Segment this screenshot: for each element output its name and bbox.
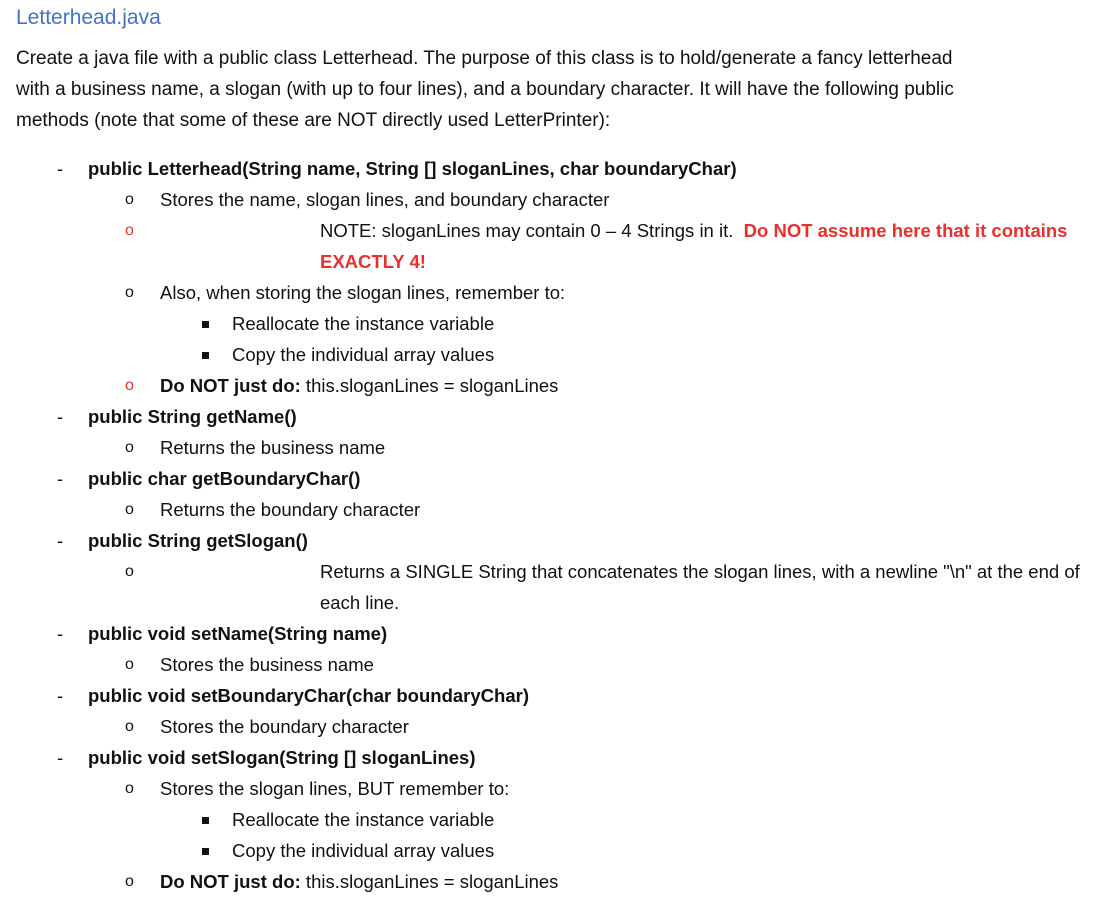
note-text: NOTE: sloganLines may contain 0 – 4 Strings in it. — [320, 220, 734, 241]
detail-item — [0, 773, 1006, 804]
method-item — [0, 153, 1006, 184]
sub-detail-item — [0, 804, 1006, 835]
sub-detail-item — [0, 308, 1006, 339]
method-list — [0, 153, 1080, 897]
intro-paragraph: Create a java file with a public class Letterhead. The purpose of this class is to hold/generate a fancy letterhead with a business name, a slogan (with up to four lines), and a boundary character. It will have the following public methods (note that some of these are NOT directly used LetterPrinter): — [16, 48, 954, 131]
method-signature: public void setBoundaryChar(char boundaryChar) — [88, 685, 529, 706]
circle-bullet: o — [125, 780, 134, 797]
dash-bullet: - — [57, 158, 64, 179]
donot-label: Do NOT just do: — [160, 375, 301, 396]
method-item — [0, 742, 1006, 773]
dash-bullet: - — [57, 747, 64, 768]
square-bullet — [202, 848, 209, 855]
square-bullet — [202, 352, 209, 359]
detail-item — [0, 649, 1006, 680]
method-signature: public String getName() — [88, 406, 297, 427]
circle-bullet: o — [125, 439, 134, 456]
circle-bullet: o — [125, 191, 134, 208]
circle-bullet: o — [125, 563, 134, 580]
dash-bullet: - — [57, 406, 64, 427]
detail-item — [0, 866, 1006, 897]
detail-item — [0, 370, 1006, 401]
method-signature: public String getSlogan() — [88, 530, 308, 551]
detail-item — [0, 215, 1068, 277]
warning-text: Do NOT assume here that it contains EXACTLY 4! — [320, 220, 1068, 272]
detail-text — [160, 370, 558, 401]
detail-text: Stores the name, slogan lines, and boundary character — [160, 189, 610, 210]
detail-text: Stores the slogan lines, BUT remember to: — [160, 778, 510, 799]
method-item — [0, 680, 1006, 711]
method-item — [0, 463, 1006, 494]
sub-detail-text: Copy the individual array values — [232, 840, 495, 861]
detail-text: Stores the boundary character — [160, 716, 409, 737]
detail-text: Returns the boundary character — [160, 499, 421, 520]
circle-bullet: o — [125, 873, 134, 890]
method-item — [0, 525, 1006, 556]
method-signature: public void setName(String name) — [88, 623, 388, 644]
method-signature: public char getBoundaryChar() — [88, 468, 361, 489]
detail-text: Returns a SINGLE String that concatenates the slogan lines, with a newline "\n" at the end of each line. — [320, 561, 1080, 613]
dash-bullet: - — [57, 530, 64, 551]
circle-bullet: o — [125, 222, 134, 239]
square-bullet — [202, 817, 209, 824]
detail-text — [160, 866, 558, 897]
circle-bullet: o — [125, 284, 134, 301]
detail-text — [320, 215, 1120, 277]
sub-detail-item — [0, 835, 1006, 866]
detail-item — [0, 432, 1006, 463]
method-item — [0, 618, 1006, 649]
square-bullet — [202, 321, 209, 328]
detail-item — [0, 184, 1006, 215]
donot-code: this.sloganLines = sloganLines — [300, 375, 559, 396]
document-title: Letterhead.java — [16, 6, 161, 29]
circle-bullet: o — [125, 718, 134, 735]
dash-bullet: - — [57, 468, 64, 489]
sub-detail-text: Reallocate the instance variable — [232, 809, 495, 830]
donot-label: Do NOT just do: — [160, 871, 301, 892]
detail-text: Returns the business name — [160, 437, 386, 458]
circle-bullet: o — [125, 377, 134, 394]
method-signature: public Letterhead(String name, String [] sloganLines, char boundaryChar) — [88, 158, 737, 179]
method-signature: public void setSlogan(String [] sloganLines) — [88, 747, 476, 768]
detail-text: Stores the business name — [160, 654, 374, 675]
method-item — [0, 401, 1006, 432]
sub-detail-text: Reallocate the instance variable — [232, 313, 495, 334]
circle-bullet: o — [125, 656, 134, 673]
detail-item — [0, 711, 1006, 742]
circle-bullet: o — [125, 501, 134, 518]
detail-item — [0, 277, 1006, 308]
detail-item — [0, 494, 1006, 525]
dash-bullet: - — [57, 685, 64, 706]
detail-item — [0, 556, 1080, 618]
detail-text: Also, when storing the slogan lines, remember to: — [160, 282, 566, 303]
dash-bullet: - — [57, 623, 64, 644]
sub-detail-item — [0, 339, 1006, 370]
sub-detail-text: Copy the individual array values — [232, 344, 495, 365]
donot-code: this.sloganLines = sloganLines — [300, 871, 559, 892]
